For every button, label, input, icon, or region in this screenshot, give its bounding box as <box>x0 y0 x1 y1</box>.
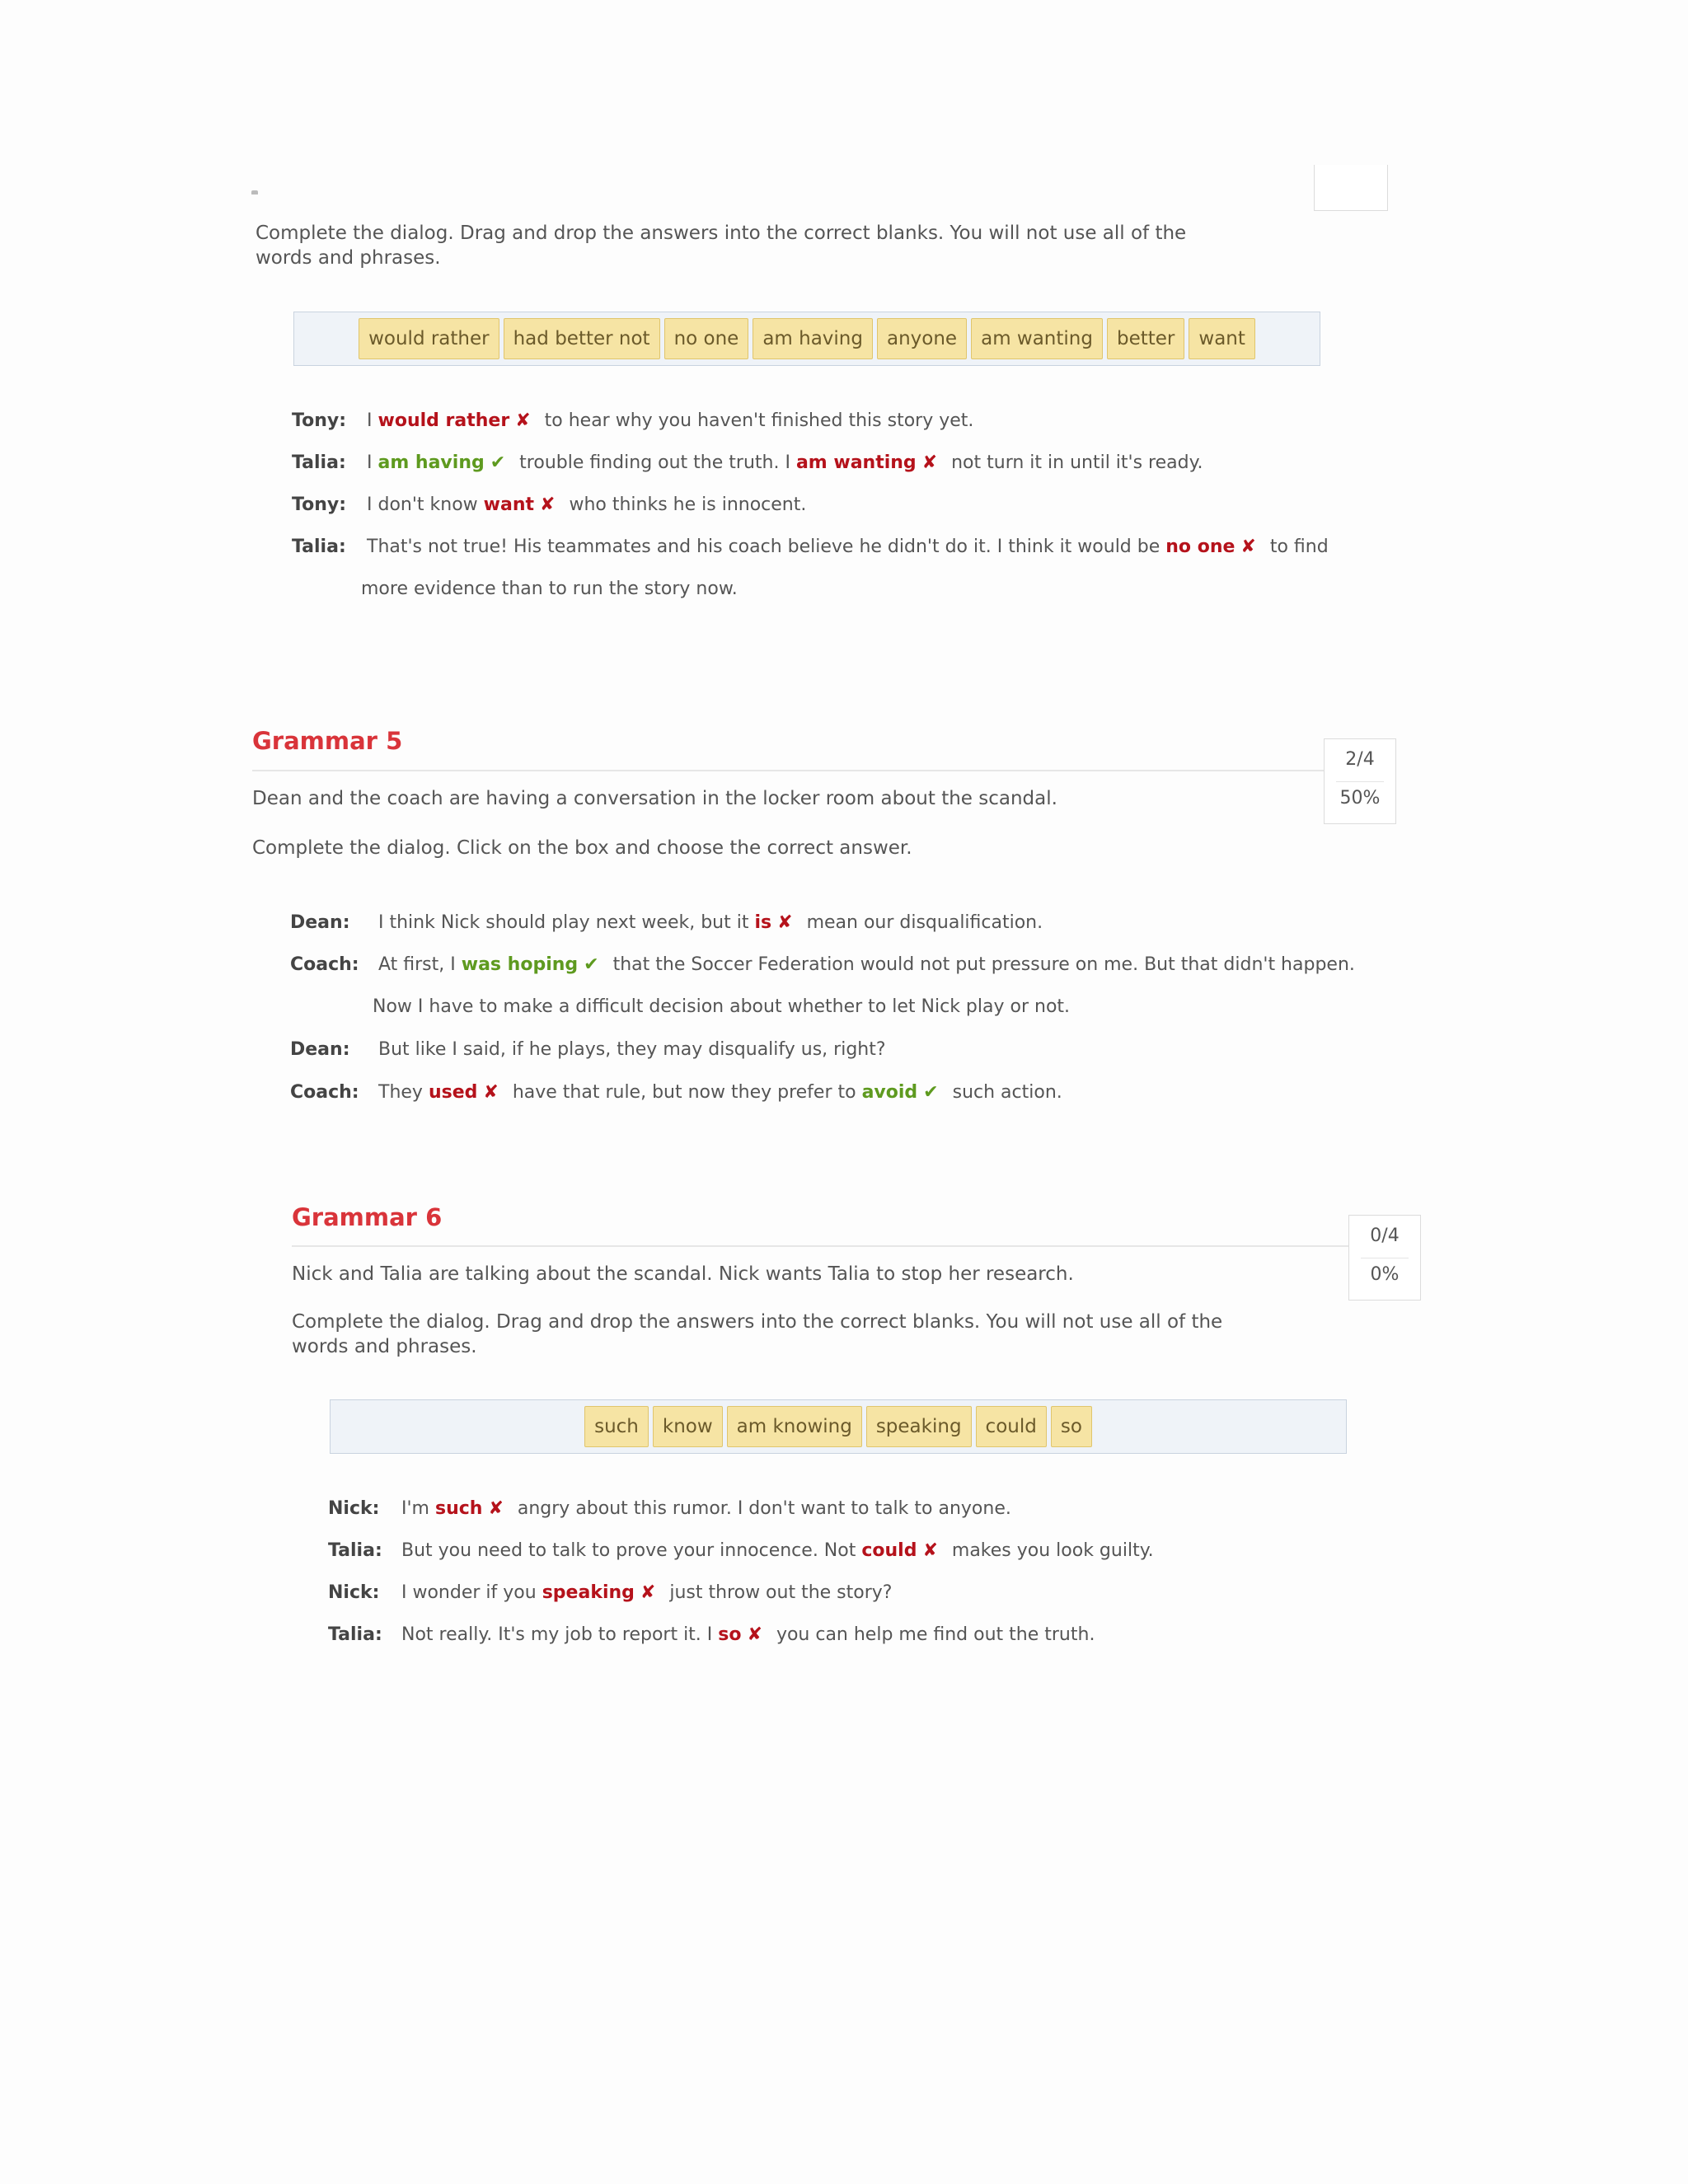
grammar6-word-bank <box>330 1399 1347 1454</box>
incorrect-x-icon: ✘ <box>1240 537 1256 557</box>
incorrect-x-icon: ✘ <box>922 1540 938 1561</box>
line-text: to find <box>1269 537 1329 557</box>
dialog-line <box>292 452 1203 473</box>
score-fraction: 2/4 <box>1345 749 1375 770</box>
word-chip[interactable]: no one <box>664 318 749 359</box>
answer-select[interactable]: is <box>754 912 772 933</box>
dialog-line <box>328 1582 892 1603</box>
score-box <box>1348 1215 1421 1301</box>
incorrect-x-icon: ✘ <box>515 410 531 431</box>
dialog-line-continuation: Now I have to make a difficult decision about whether to let Nick play or not. <box>373 996 1071 1017</box>
line-text: that the Soccer Federation would not put pressure on me. But that didn't happen. <box>612 954 1355 975</box>
dialog-line <box>328 1498 1011 1519</box>
speaker-label: Talia: <box>292 537 346 557</box>
word-chip[interactable]: am knowing <box>727 1406 862 1447</box>
dialog-line <box>328 1624 1095 1645</box>
word-chip[interactable]: such <box>584 1406 649 1447</box>
word-chip[interactable]: would rather <box>359 318 499 359</box>
line-text: have that rule, but now they prefer to <box>512 1082 856 1103</box>
incorrect-x-icon: ✘ <box>921 452 938 473</box>
score-fraction: 0/4 <box>1370 1226 1400 1246</box>
answer-select[interactable]: was hoping <box>461 954 579 975</box>
correct-check-icon: ✔ <box>490 452 506 473</box>
previous-score-box-clipped <box>1314 165 1388 211</box>
word-chip[interactable]: am wanting <box>971 318 1103 359</box>
line-text: Not really. It's my job to report it. I <box>401 1624 713 1645</box>
section-title: Grammar 5 <box>252 727 403 755</box>
dialog-line <box>290 912 1043 933</box>
correct-check-icon: ✔ <box>923 1082 939 1103</box>
line-text: who thinks he is innocent. <box>569 494 807 515</box>
line-text: They <box>378 1082 423 1103</box>
dialog-line <box>292 537 1329 557</box>
speaker-label: Coach: <box>290 1082 359 1103</box>
speaker-label: Nick: <box>328 1582 380 1603</box>
dialog-line <box>290 1082 1062 1103</box>
word-chip[interactable]: know <box>653 1406 723 1447</box>
speaker-label: Dean: <box>290 1039 350 1060</box>
score-percent: 50% <box>1339 788 1381 808</box>
answer-blank[interactable]: want <box>483 494 535 515</box>
line-text: to hear why you haven't finished this story yet. <box>544 410 974 431</box>
word-chip[interactable]: want <box>1189 318 1255 359</box>
word-chip[interactable]: so <box>1051 1406 1092 1447</box>
dialog-line <box>290 954 1355 975</box>
line-text: I wonder if you <box>401 1582 537 1603</box>
line-text: I don't know <box>367 494 478 515</box>
speaker-label: Nick: <box>328 1498 380 1519</box>
word-chip[interactable]: speaking <box>866 1406 972 1447</box>
speaker-label: Dean: <box>290 912 350 933</box>
line-text: just throw out the story? <box>669 1582 893 1603</box>
word-chip[interactable]: am having <box>753 318 873 359</box>
line-text: I'm <box>401 1498 429 1519</box>
clipped-text-line <box>251 183 1389 194</box>
line-text: I think Nick should play next week, but it <box>378 912 749 933</box>
answer-blank[interactable]: such <box>434 1498 483 1519</box>
line-text: I <box>367 452 373 473</box>
speaker-label: Talia: <box>328 1540 382 1561</box>
title-divider <box>292 1245 1348 1247</box>
answer-blank[interactable]: so <box>718 1624 742 1645</box>
answer-select[interactable]: avoid <box>861 1082 918 1103</box>
word-chip[interactable]: could <box>976 1406 1047 1447</box>
line-text: angry about this rumor. I don't want to talk to anyone. <box>517 1498 1011 1519</box>
word-chip[interactable]: had better not <box>504 318 660 359</box>
incorrect-x-icon: ✘ <box>747 1624 762 1645</box>
incorrect-x-icon: ✘ <box>488 1498 504 1519</box>
section-instruction: Complete the dialog. Drag and drop the answers into the correct blanks. You will not use all of the words and phrases. <box>292 1311 1223 1357</box>
answer-blank[interactable]: could <box>861 1540 917 1561</box>
line-text: not turn it in until it's ready. <box>951 452 1203 473</box>
correct-check-icon: ✔ <box>584 954 599 975</box>
line-text: makes you look guilty. <box>951 1540 1154 1561</box>
score-percent: 0% <box>1370 1264 1400 1285</box>
line-text: At first, I <box>378 954 456 975</box>
line-text: trouble finding out the truth. I <box>519 452 790 473</box>
speaker-label: Tony: <box>292 494 346 515</box>
line-text: I <box>367 410 373 431</box>
answer-select[interactable]: used <box>428 1082 478 1103</box>
dialog-line-continuation: more evidence than to run the story now. <box>361 579 738 599</box>
line-text: mean our disqualification. <box>806 912 1043 933</box>
dialog-line <box>328 1540 1154 1561</box>
line-text: you can help me find out the truth. <box>776 1624 1095 1645</box>
line-text: such action. <box>952 1082 1062 1103</box>
incorrect-x-icon: ✘ <box>777 912 793 933</box>
section4-word-bank <box>293 312 1320 366</box>
answer-blank[interactable]: speaking <box>542 1582 635 1603</box>
incorrect-x-icon: ✘ <box>640 1582 656 1603</box>
dialog-line <box>290 1039 886 1060</box>
speaker-label: Tony: <box>292 410 346 431</box>
section-instruction: Complete the dialog. Click on the box and choose the correct answer. <box>252 837 912 859</box>
incorrect-x-icon: ✘ <box>540 494 556 515</box>
word-chip[interactable]: better <box>1107 318 1184 359</box>
answer-blank[interactable]: no one <box>1165 537 1236 557</box>
line-text: But you need to talk to prove your innocence. Not <box>401 1540 856 1561</box>
section-context: Nick and Talia are talking about the scandal. Nick wants Talia to stop her research. <box>292 1263 1074 1285</box>
title-divider <box>252 770 1324 771</box>
section4-instruction: Complete the dialog. Drag and drop the answers into the correct blanks. You will not use all of the words and phrases. <box>256 223 1187 269</box>
score-box <box>1324 738 1396 824</box>
incorrect-x-icon: ✘ <box>483 1082 499 1103</box>
word-chip[interactable]: anyone <box>877 318 967 359</box>
speaker-label: Coach: <box>290 954 359 975</box>
dialog-line <box>292 494 806 515</box>
line-text: But like I said, if he plays, they may disqualify us, right? <box>378 1039 886 1060</box>
speaker-label: Talia: <box>292 452 346 473</box>
speaker-label: Talia: <box>328 1624 382 1645</box>
line-text: That's not true! His teammates and his coach believe he didn't do it. I think it would be <box>367 537 1160 557</box>
dialog-line <box>292 410 973 431</box>
answer-blank[interactable]: am having <box>377 452 485 473</box>
answer-blank[interactable]: am wanting <box>795 452 917 473</box>
section-title: Grammar 6 <box>292 1203 443 1231</box>
answer-blank[interactable]: would rather <box>377 410 510 431</box>
section-context: Dean and the coach are having a conversation in the locker room about the scandal. <box>252 788 1057 809</box>
